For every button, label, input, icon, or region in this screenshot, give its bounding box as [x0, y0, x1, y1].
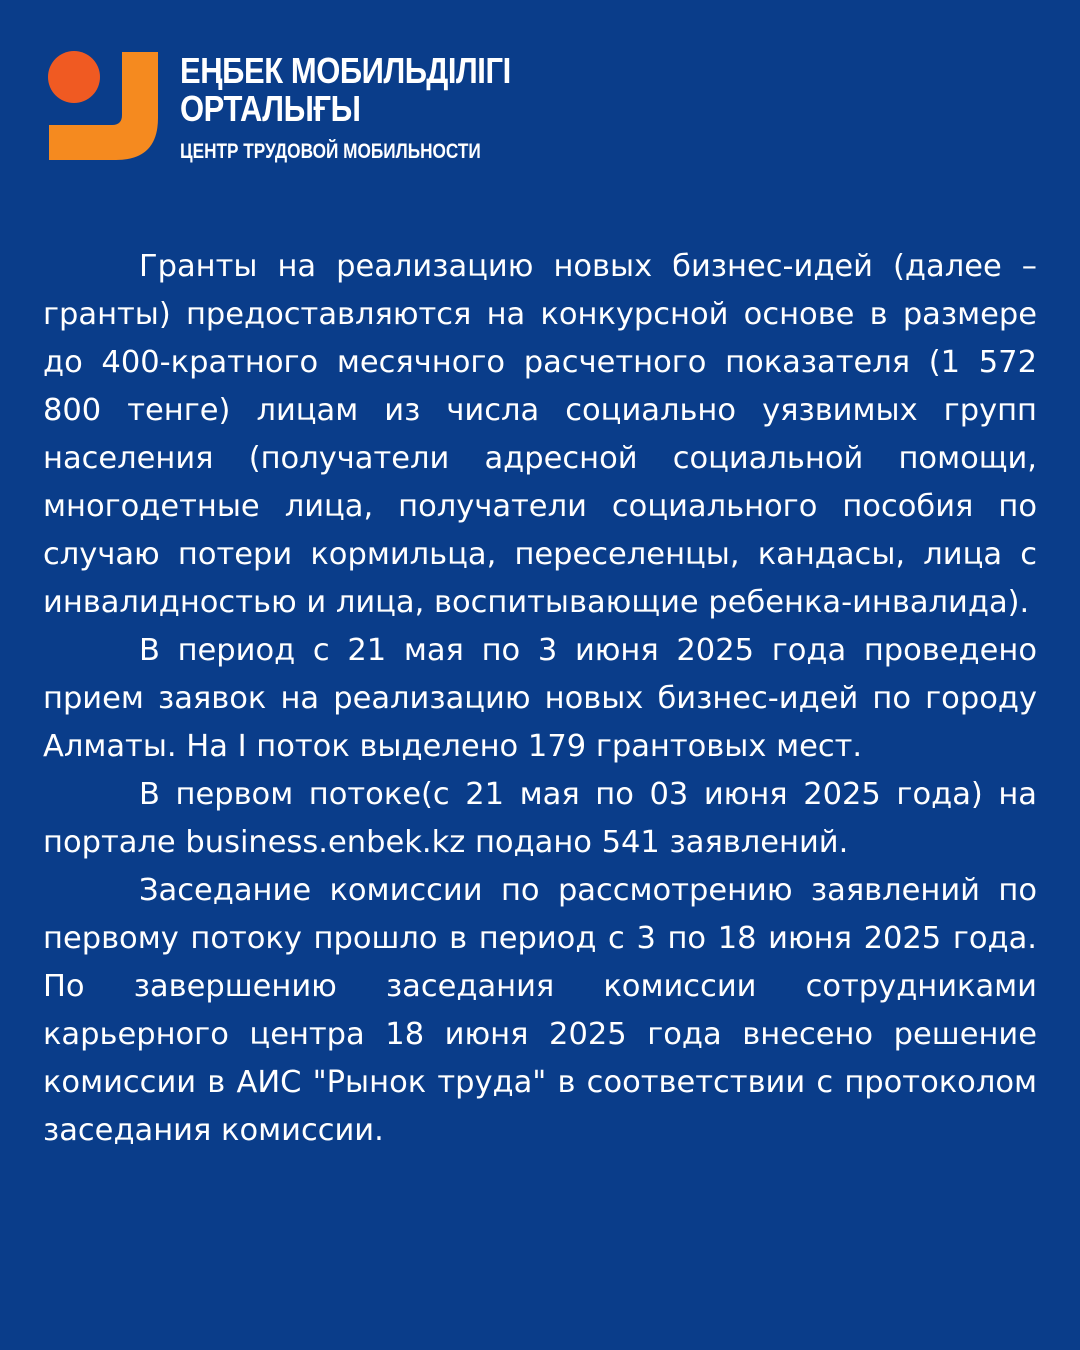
paragraph-commission: Заседание комиссии по рассмотрению заявлений по первому потоку прошло в период с 3 по 18 июня 2025 года. По завершению заседания комиссии сотрудниками карьерного центра 18 июня 2025 года внесено решение комиссии в АИС "Рынок труда" в соответствии с протоколом заседания комиссии.	[43, 873, 1037, 1148]
paragraph-application-period: В период с 21 мая по 3 июня 2025 года проведено прием заявок на реализацию новых бизнес-идей по городу Алматы. На I поток выделено 179 грантовых мест.	[43, 633, 1037, 764]
logo-title-kazakh-line2: ОРТАЛЫҒЫ	[180, 88, 361, 129]
paragraph-first-stream: В первом потоке(с 21 мая по 03 июня 2025 года) на портале business.enbek.kz подано 541 заявлений.	[43, 777, 1037, 860]
article-body	[43, 243, 1037, 1155]
logo-mark-icon	[46, 50, 161, 162]
paragraph-grants: Гранты на реализацию новых бизнес-идей (далее – гранты) предоставляются на конкурсной основе в размере до 400-кратного месячного расчетного показателя (1 572 800 тенге) лицам из числа социально уязвимых групп населения (получатели адресной социальной помощи, многодетные лица, получатели социального пособия по случаю потери кормильца, переселенцы, кандасы, лица с инвалидностью и лица, воспитывающие ребенка-инвалида).	[43, 249, 1037, 620]
logo-subtitle-russian: ЦЕНТР ТРУДОВОЙ МОБИЛЬНОСТИ	[180, 140, 481, 163]
logo	[46, 50, 606, 170]
logo-wordmark	[180, 52, 600, 164]
logo-title-kazakh-line1: ЕҢБЕК МОБИЛЬДІЛІГІ	[180, 50, 511, 91]
